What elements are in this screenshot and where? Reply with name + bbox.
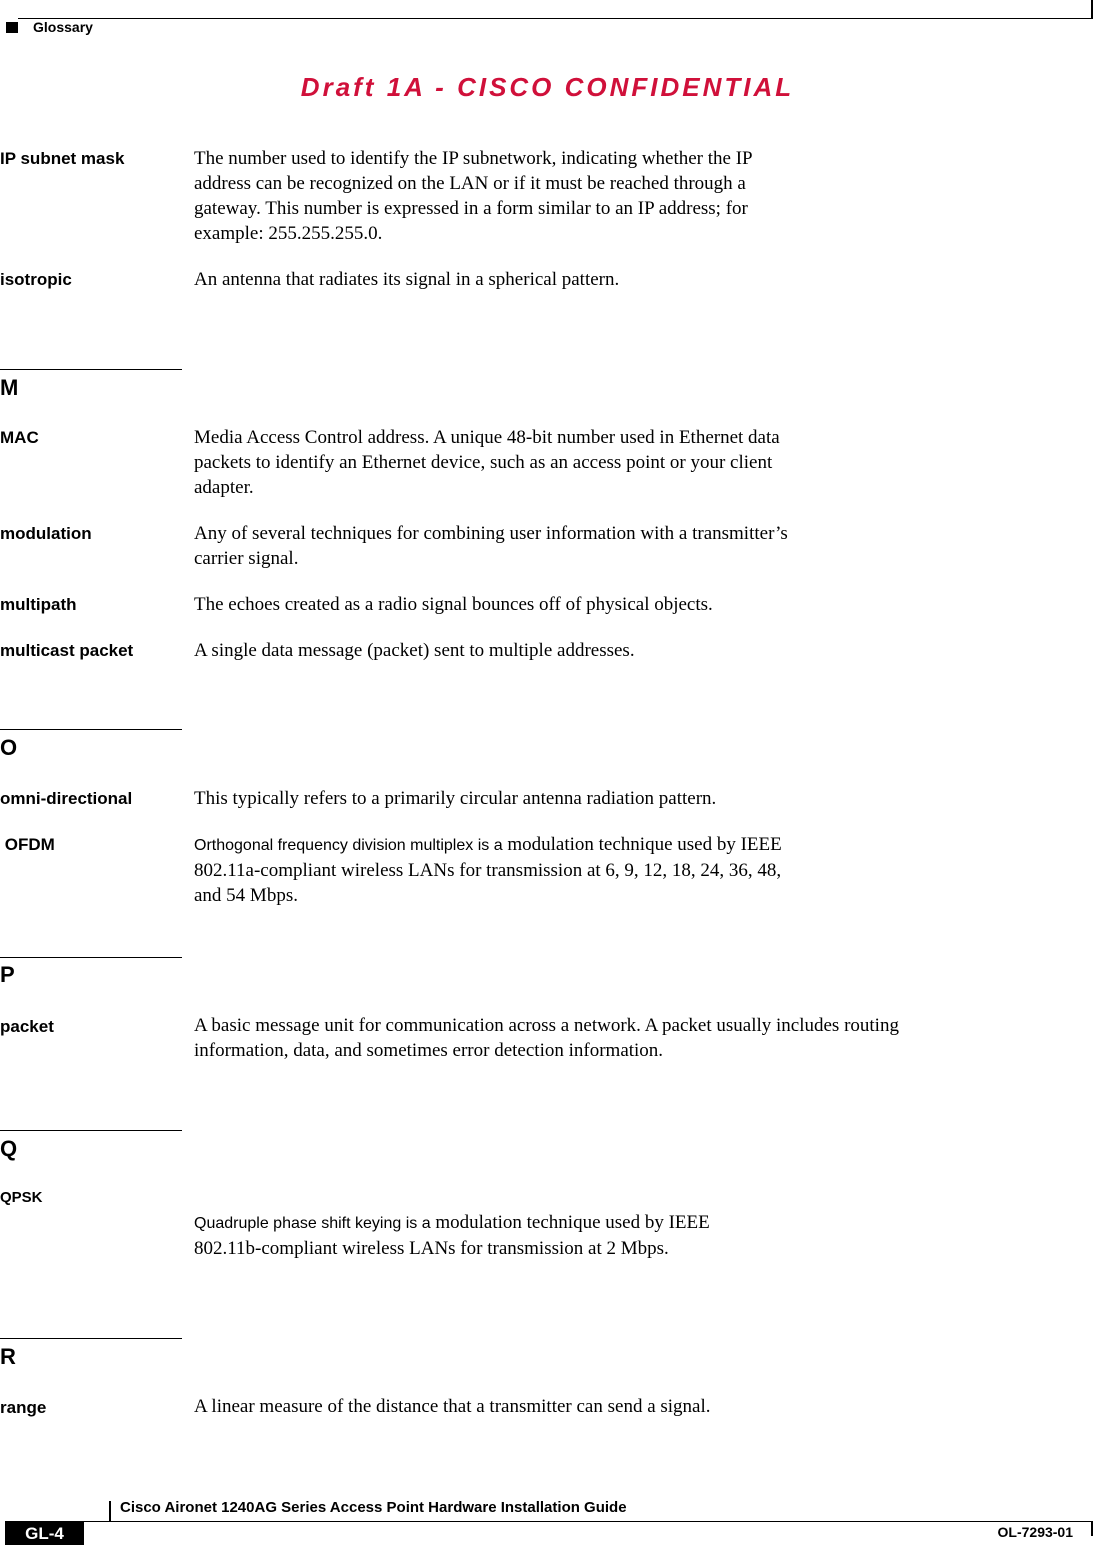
section-divider-o (0, 729, 182, 730)
definition-line: gateway. This number is expressed in a form similar to an IP address; for (194, 198, 748, 219)
definition-line: 802.11b-compliant wireless LANs for transmission at 2 Mbps. (194, 1238, 669, 1259)
footer-rule-right-tick (1091, 1522, 1093, 1536)
definition-line (194, 1210, 710, 1236)
header-rule-tick (1091, 0, 1093, 19)
section-letter-o: O (0, 735, 18, 760)
footer-page-number: GL-4 (5, 1522, 84, 1545)
definition-line: This typically refers to a primarily circular antenna radiation pattern. (194, 788, 717, 809)
definition-multipath (194, 592, 713, 617)
definition-line: The number used to identify the IP subnetwork, indicating whether the IP (194, 148, 753, 169)
draft-notice: Draft 1A - CISCO CONFIDENTIAL (300, 72, 795, 102)
definition-line (194, 832, 782, 858)
definition-line: packets to identify an Ethernet device, such as an access point or your client (194, 452, 773, 473)
term-modulation: modulation (0, 524, 92, 543)
footer-doc-number: OL-7293-01 (997, 1524, 1073, 1540)
term-mac: MAC (0, 428, 39, 447)
header-section-label: Glossary (33, 19, 93, 35)
definition-ofdm (194, 832, 782, 908)
term-range: range (0, 1398, 47, 1417)
term-ip-subnet-mask: IP subnet mask (0, 149, 125, 168)
footer-rule-tick (109, 1501, 111, 1521)
definition-line: information, data, and sometimes error detection information. (194, 1040, 664, 1061)
definition-line: Any of several techniques for combining user information with a transmitter’s (194, 523, 788, 544)
definition-line: carrier signal. (194, 548, 299, 569)
definition-packet (194, 1013, 899, 1063)
term-multicast-packet: multicast packet (0, 641, 134, 660)
definition-line: The echoes created as a radio signal bounces off of physical objects. (194, 594, 713, 615)
definition-omni-directional (194, 786, 716, 811)
section-divider-p (0, 957, 182, 958)
definition-line: Media Access Control address. A unique 48-bit number used in Ethernet data (194, 427, 780, 448)
section-letter-p: P (0, 962, 15, 987)
definition-line: example: 255.255.255.0. (194, 223, 383, 244)
header-rule (18, 18, 1092, 19)
section-divider-q (0, 1130, 182, 1131)
header-marker (6, 22, 18, 33)
footer-guide-title: Cisco Aironet 1240AG Series Access Point Hardware Installation Guide (120, 1499, 627, 1516)
section-letter-q: Q (0, 1136, 18, 1161)
definition-line: and 54 Mbps. (194, 885, 298, 906)
definition-serif-text: modulation technique used by IEEE (502, 834, 782, 855)
definition-mac (194, 425, 780, 500)
definition-isotropic (194, 267, 619, 292)
definition-line: 802.11a-compliant wireless LANs for transmission at 6, 9, 12, 18, 24, 36, 48, (194, 860, 782, 881)
definition-line: A linear measure of the distance that a transmitter can send a signal. (194, 1396, 711, 1417)
definition-serif-text: modulation technique used by IEEE (430, 1212, 710, 1233)
definition-multicast-packet (194, 638, 635, 663)
definition-line: address can be recognized on the LAN or if it must be reached through a (194, 173, 746, 194)
definition-line: A single data message (packet) sent to multiple addresses. (194, 640, 635, 661)
term-qpsk: QPSK (0, 1189, 43, 1206)
definition-sans-text: Orthogonal frequency division multiplex is a (194, 837, 503, 854)
definition-ip-subnet-mask (194, 146, 753, 246)
definition-qpsk (194, 1210, 710, 1261)
section-letter-r: R (0, 1344, 16, 1369)
term-isotropic: isotropic (0, 270, 72, 289)
section-divider-m (0, 369, 182, 370)
definition-line: A basic message unit for communication across a network. A packet usually includes routing (194, 1015, 899, 1036)
definition-line: adapter. (194, 477, 254, 498)
definition-sans-text: Quadruple phase shift keying is a (194, 1215, 431, 1232)
section-letter-m: M (0, 375, 19, 400)
section-divider-r (0, 1338, 182, 1339)
term-packet: packet (0, 1017, 54, 1036)
term-ofdm: OFDM (0, 835, 55, 854)
term-multipath: multipath (0, 595, 77, 614)
definition-line: An antenna that radiates its signal in a spherical pattern. (194, 269, 620, 290)
footer-rule (5, 1521, 1093, 1522)
definition-range (194, 1394, 711, 1419)
definition-modulation (194, 521, 788, 571)
term-omni-directional: omni-directional (0, 789, 133, 808)
